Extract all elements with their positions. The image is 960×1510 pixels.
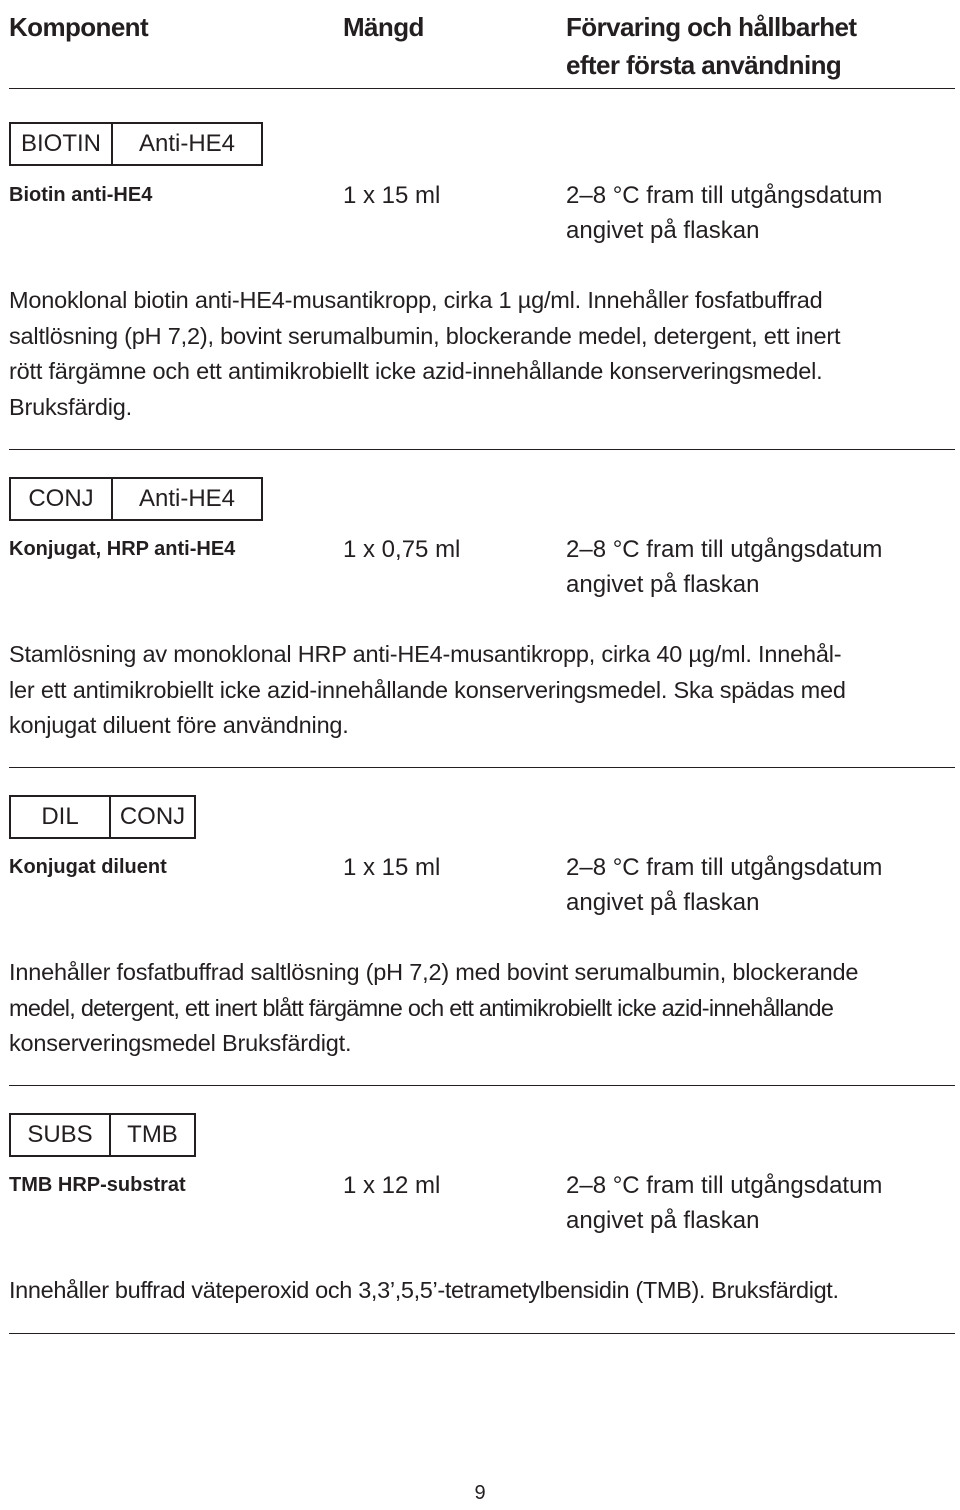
header-storage <box>566 8 856 84</box>
storage-line1: 2–8 °C fram till utgångsdatum <box>566 854 883 881</box>
component-storage <box>566 850 960 920</box>
table-header <box>9 8 955 89</box>
reagent-label-analyte: Anti-HE4 <box>111 124 261 164</box>
reagent-label-analyte: TMB <box>109 1115 194 1155</box>
component-amount: 1 x 15 ml <box>343 182 441 209</box>
description-line: konjugat diluent före användning. <box>9 712 349 738</box>
reagent-label-code: CONJ <box>28 485 94 512</box>
component-storage <box>566 532 960 602</box>
component-description <box>9 637 955 744</box>
description-line: Stamlösning av monoklonal HRP anti-HE4-musantikropp, cirka 40 µg/ml. Innehål- <box>9 641 842 667</box>
component-name: Konjugat, HRP anti-HE4 <box>9 538 236 560</box>
reagent-label-box <box>9 1113 196 1157</box>
header-storage-line1: Förvaring och hållbarhet <box>566 12 857 42</box>
description-line: medel, detergent, ett inert blått färgämne och ett antimikrobiellt icke azid-innehållande <box>9 994 834 1021</box>
section-divider <box>9 1085 955 1086</box>
header-component: Komponent <box>9 12 149 42</box>
component-description <box>9 283 955 425</box>
component-amount: 1 x 12 ml <box>343 1172 441 1199</box>
storage-line1: 2–8 °C fram till utgångsdatum <box>566 536 883 563</box>
description-line: saltlösning (pH 7,2), bovint serumalbumin, blockerande medel, detergent, ett inert <box>9 322 841 349</box>
reagent-label-code: DIL <box>41 803 79 830</box>
reagent-label-box <box>9 122 263 166</box>
header-amount: Mängd <box>343 12 424 42</box>
storage-line2: angivet på flaskan <box>566 889 760 916</box>
description-line: ler ett antimikrobiellt icke azid-innehållande konserveringsmedel. Ska spädas med <box>9 676 846 703</box>
section-divider <box>9 1333 955 1334</box>
reagent-label-code: BIOTIN <box>20 130 101 157</box>
storage-line1: 2–8 °C fram till utgångsdatum <box>566 1172 883 1199</box>
component-name: Konjugat diluent <box>9 856 167 878</box>
component-name: Biotin anti-HE4 <box>9 184 153 206</box>
component-description <box>9 955 955 1062</box>
description-line: Innehåller buffrad väteperoxid och 3,3’,5,5’-tetrametylbensidin (TMB). Bruksfärdigt. <box>9 1277 839 1303</box>
header-storage-line2: efter första användning <box>566 50 842 80</box>
storage-line2: angivet på flaskan <box>566 1207 760 1234</box>
reagent-label-box <box>9 477 263 521</box>
component-amount: 1 x 15 ml <box>343 854 441 881</box>
description-line: Bruksfärdig. <box>9 393 132 420</box>
description-line: Innehåller fosfatbuffrad saltlösning (pH 7,2) med bovint serumalbumin, blockerande <box>9 959 859 985</box>
component-amount: 1 x 0,75 ml <box>343 536 461 563</box>
description-line: Monoklonal biotin anti-HE4-musantikropp, cirka 1 µg/ml. Innehåller fosfatbuffrad <box>9 287 823 313</box>
reagent-label-box <box>9 795 196 839</box>
section-divider <box>9 449 955 450</box>
section-divider <box>9 767 955 768</box>
storage-line2: angivet på flaskan <box>566 217 760 244</box>
reagent-label-analyte: CONJ <box>109 797 194 837</box>
storage-line2: angivet på flaskan <box>566 571 760 598</box>
component-name: TMB HRP-substrat <box>9 1174 186 1196</box>
component-description <box>9 1273 955 1309</box>
reagent-label-analyte: Anti-HE4 <box>111 479 261 519</box>
reagent-label-code: SUBS <box>27 1121 93 1148</box>
description-line: konserveringsmedel Bruksfärdigt. <box>9 1030 352 1056</box>
description-line: rött färgämne och ett antimikrobiellt icke azid-innehållande konserveringsmedel. <box>9 358 823 384</box>
storage-line1: 2–8 °C fram till utgångsdatum <box>566 182 883 209</box>
component-storage <box>566 178 960 248</box>
component-storage <box>566 1168 960 1238</box>
page-number: 9 <box>474 1482 486 1504</box>
